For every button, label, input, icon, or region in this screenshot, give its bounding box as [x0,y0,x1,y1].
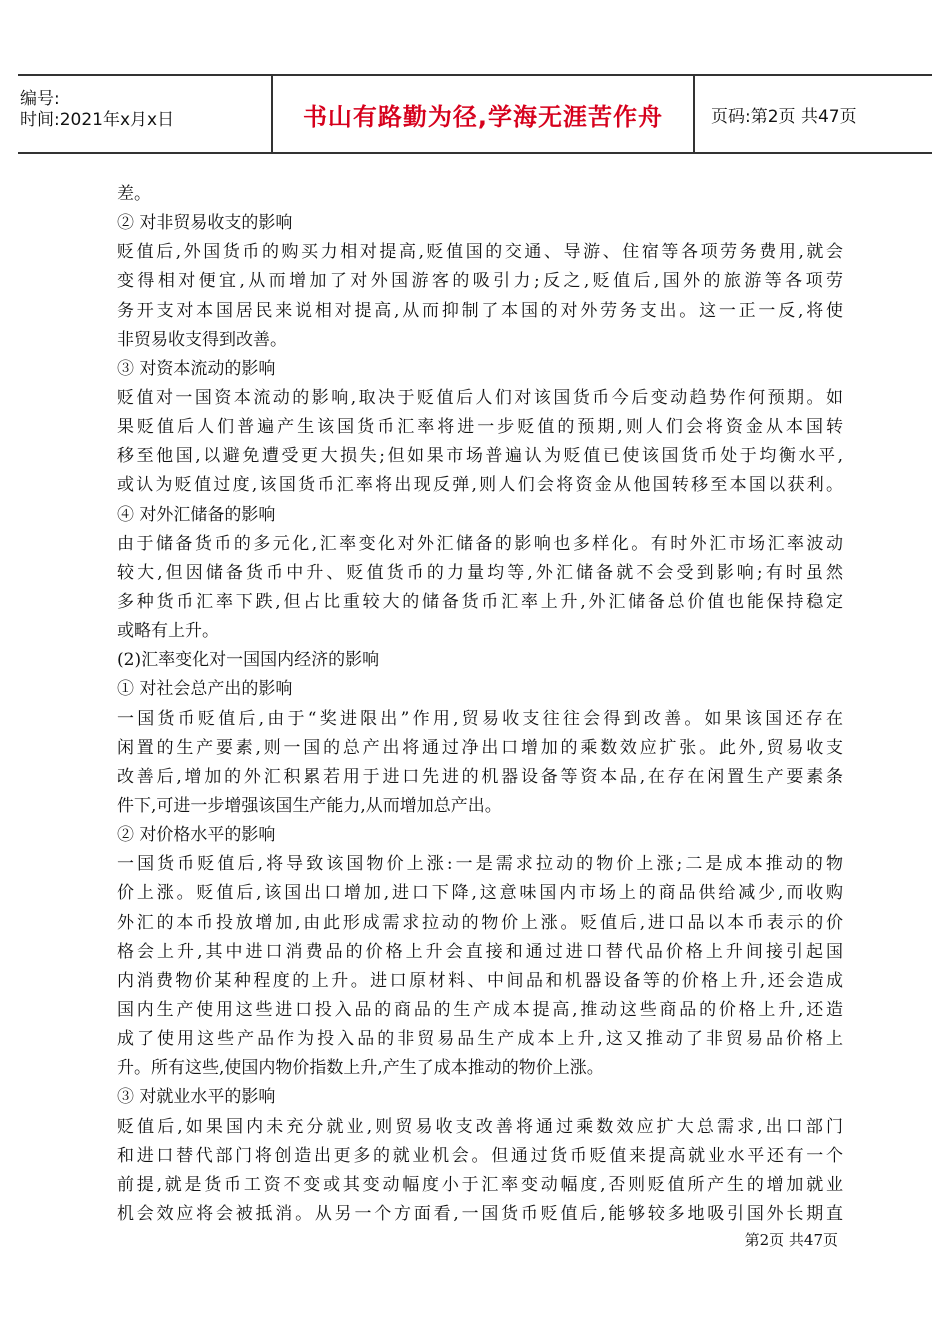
body-line: 一国货币贬值后,将导致该国物价上涨:一是需求拉动的物价上涨;二是成本推动的物 [117,854,843,875]
page-header [18,74,932,154]
body-line: 差。 [117,184,151,204]
body-line: 果贬值后人们普遍产生该国货币汇率将进一步贬值的预期,则人们会将资金从本国转 [117,417,843,438]
body-line: ③ 对就业水平的影响 [117,1087,276,1108]
body-line: 贬值对一国资本流动的影响,取决于贬值后人们对该国货币今后变动趋势作何预期。如 [117,387,843,408]
body-line: 和进口替代部门将创造出更多的就业机会。但通过货币贬值来提高就业水平还有一个 [117,1145,843,1166]
body-line: ② 对非贸易收支的影响 [117,213,293,234]
body-line: 或认为贬值过度,该国货币汇率将出现反弹,则人们会将资金从他国转移至本国以获利。 [117,475,843,496]
body-line: 一国货币贬值后,由于“奖进限出”作用,贸易收支往往会得到改善。如果该国还存在 [117,708,843,729]
header-right-cell [695,76,932,152]
body-line: (2)汇率变化对一国国内经济的影响 [117,650,380,671]
body-line: 较大,但因储备货币中升、贬值货币的力量均等,外汇储备就不会受到影响;有时虽然 [117,562,843,583]
header-left-cell [18,76,273,152]
body-line: 国内生产使用这些进口投入品的商品的生产成本提高,推动这些商品的价格上升,还造 [117,999,843,1020]
document-body [117,180,843,1229]
body-line: 内消费物价某种程度的上升。进口原材料、中间品和机器设备等的价格上升,还会造成 [117,970,843,991]
body-line: 由于储备货币的多元化,汇率变化对外汇储备的影响也多样化。有时外汇市场汇率波动 [117,533,843,554]
header-page-info: 页码:第2页 共47页 [711,106,857,127]
body-line: 机会效应将会被抵消。从另一个方面看,一国货币贬值后,能够较多地吸引国外长期直 [117,1203,843,1224]
body-line: 非贸易收支得到改善。 [117,329,287,350]
body-line: 前提,就是货币工资不变或其变动幅度小于汇率变动幅度,否则贬值所产生的增加就业 [117,1174,843,1195]
body-line: ② 对价格水平的影响 [117,825,276,846]
body-line: 移至他国,以避免遭受更大损失;但如果市场普遍认为贬值已使该国货币处于均衡水平, [117,446,843,467]
body-line: ① 对社会总产出的影响 [117,679,293,700]
document-time-label: 时间:2021年x月x日 [20,110,175,130]
body-line: 或略有上升。 [117,621,219,642]
body-line: 贬值后,如果国内未充分就业,则贸易收支改善将通过乘数效应扩大总需求,出口部门 [117,1116,843,1137]
body-line: ④ 对外汇储备的影响 [117,504,276,525]
body-line: 多种货币汇率下跌,但占比重较大的储备货币汇率上升,外汇储备总价值也能保持稳定 [117,591,843,612]
body-line: 外汇的本币投放增加,由此形成需求拉动的物价上涨。贬值后,进口品以本币表示的价 [117,912,843,933]
body-line: 格会上升,其中进口消费品的价格上升会直接和通过进口替代品价格上升间接引起国 [117,941,843,962]
page-footer: 第2页 共47页 [744,1231,838,1249]
body-line: ③ 对资本流动的影响 [117,358,276,379]
body-line: 成了使用这些产品作为投入品的非贸易品生产成本上升,这又推动了非贸易品价格上 [117,1029,843,1050]
document-number-label: 编号: [20,89,60,109]
header-middle-cell [273,76,695,152]
body-line: 升。所有这些,使国内物价指数上升,产生了成本推动的物价上涨。 [117,1058,604,1079]
body-line: 变得相对便宜,从而增加了对外国游客的吸引力;反之,贬值后,国外的旅游等各项劳 [117,271,843,292]
body-line: 价上涨。贬值后,该国出口增加,进口下降,这意味国内市场上的商品供给减少,而收购 [117,883,843,904]
header-motto: 书山有路勤为径,学海无涯苦作舟 [302,102,664,131]
body-line: 贬值后,外国货币的购买力相对提高,贬值国的交通、导游、住宿等各项劳务费用,就会 [117,242,843,263]
body-line: 务开支对本国居民来说相对提高,从而抑制了本国的对外劳务支出。这一正一反,将使 [117,300,843,321]
body-line: 改善后,增加的外汇积累若用于进口先进的机器设备等资本品,在存在闲置生产要素条 [117,766,843,787]
body-line: 件下,可进一步增强该国生产能力,从而增加总产出。 [117,795,502,816]
body-line: 闲置的生产要素,则一国的总产出将通过净出口增加的乘数效应扩张。此外,贸易收支 [117,737,843,758]
